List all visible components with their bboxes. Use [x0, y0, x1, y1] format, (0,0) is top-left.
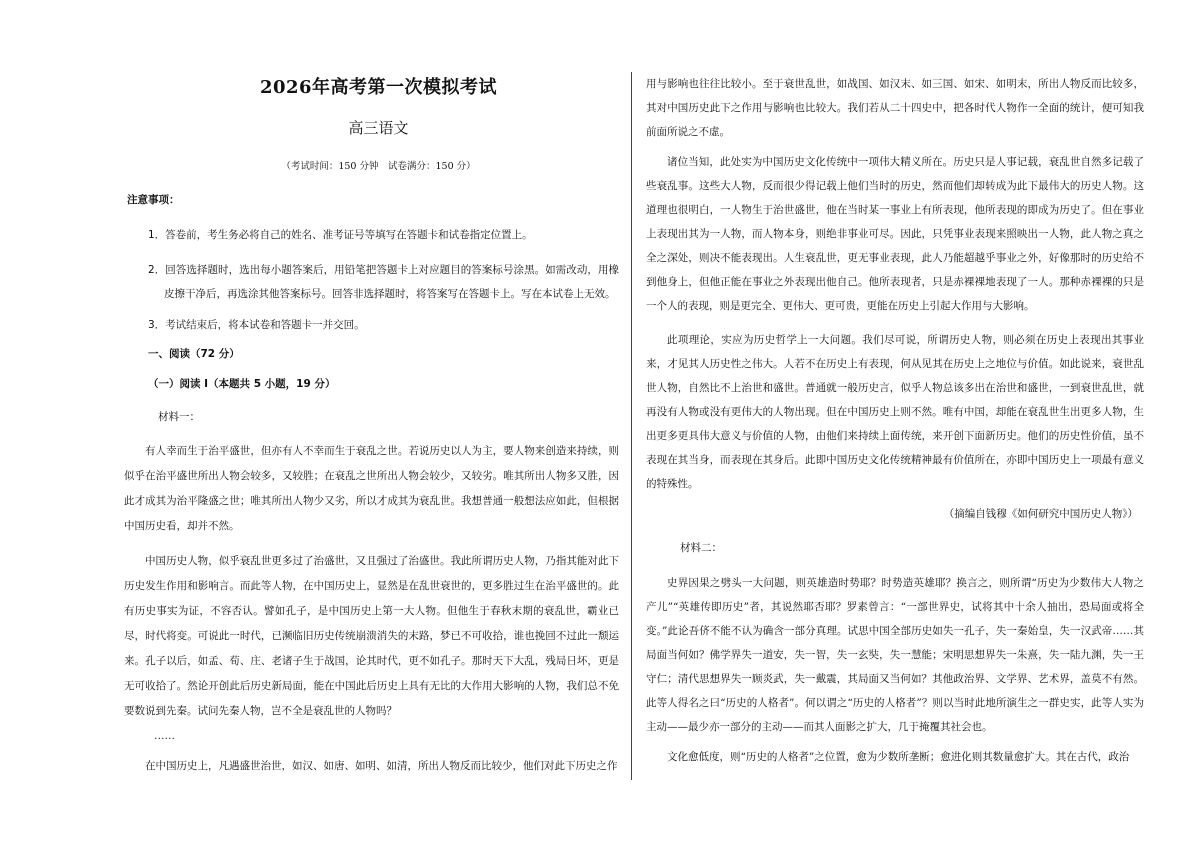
- exam-title: 2026年高考第一次模拟考试: [259, 77, 498, 98]
- note-item-1: 1．答卷前，考生务必将自己的姓名、准考证号等填写在答题卡和试卷指定位置上。: [148, 229, 533, 241]
- exam-time-score-info: （考试时间：150 分钟 试卷满分：150 分）: [281, 161, 476, 172]
- subsection-heading: （一）阅读 I（本题共 5 小题，19 分）: [148, 378, 336, 390]
- material-2-paragraph-1: 史界因果之劈头一大问题，则英雄造时势耶？时势造英雄耶？换言之，则所谓“历史为少数伟大人物之产儿”“英雄传即历史”者，其说然耶否耶？罗素曾言：“一部世界史，试将其中十余人抽出，恐局面或将全变。”此论吾侪不能不认为确含一部分真理。试思中国全部历史如失一孔子，失一秦始皇，失一汉武帝……其局面当何如？佛学界失一道安，失一智，失一玄奘，失一慧能；宋明思想界失一朱熹，失一陆九渊，失一王守仁；清代思想界失一顾炎武，失一戴震，其局面又当何如？其他政治界、文学界、艺术界，盖莫不有然。此等人得名之曰“历史的人格者”。何以谓之“历史的人格者”？则以当时此地所演生之一群史实，此等人实为主动——最少亦一部分的主动——而其人面影之扩大，几于掩覆其社会也。: [646, 577, 1144, 733]
- omission-ellipsis: ……: [154, 730, 175, 742]
- exam-subject: 高三语文: [348, 119, 409, 137]
- column-divider: [631, 72, 632, 780]
- material-2-label: 材料二：: [680, 542, 722, 554]
- notes-heading: 注意事项：: [127, 194, 180, 206]
- material-1-paragraph-5: 此项理论，实应为历史哲学上一大问题。我们尽可说，所谓历史人物，则必须在历史上表现出其事业来，才见其人历史性之伟大。人若不在历史上有表现，何从见其在历史上之地位与价值。如此说来，衰世乱世人物，自然比不上治世和盛世。普通就一般历史言，似乎人物总该多出在治世和盛世，一到衰世乱世，就再没有人物或没有更伟大的人物出现。但在中国历史上则不然。唯有中国，却能在衰乱世生出更多人物，生出更多更具伟大意义与价值的人物，由他们来持续上面传统，来开创下面新历史。他们的历史性价值，虽不表现在其当身，而表现在其身后。此即中国历史文化传统精神最有价值所在，亦即中国历史上一项最有意义的特殊性。: [646, 334, 1144, 490]
- material-1-paragraph-1: 有人幸而生于治平盛世，但亦有人不幸而生于衰乱之世。若说历史以人为主，要人物来创造来持续，则似乎在治平盛世所出人物会较多，又较胜；在衰乱之世所出人物会较少，又较劣。唯其所出人物多又胜，因此才成其为治平隆盛之世；唯其所出人物少又劣，所以才成其为衰乱世。我想普通一般想法应如此，但根据中国历史看，却并不然。: [124, 445, 619, 532]
- exam-header: [124, 74, 619, 176]
- material-1-paragraph-4: 诸位当知，此处实为中国历史文化传统中一项伟大精义所在。历史只是人事记载，衰乱世自然多记载了些衰乱事。这些大人物，反而很少得记载上他们当时的历史，然而他们却转成为此下最伟大的历史人物。这道理也很明白，一人物生于治世盛世，他在当时某一事业上有所表现，他所表现的即成为历史了。但在事业上表现出其为一人物，而人物本身，则绝非事业可尽。因此，只凭事业表现来照映出一人物，此人物之真之全之深处，则决不能表现出。人生衰乱世，更无事业表现，此人乃能超越乎事业之外，好像那时的历史给不到他身上，但他正能在事业之外表现出他自己。他所表现者，只是赤裸裸地表现了一人。那种赤裸裸的只是一个人的表现，则是更完全、更伟大、更可贵，更能在历史上引起大作用与大影响。: [646, 156, 1144, 312]
- material-2-paragraph-2: 文化愈低度，则“历史的人格者”之位置，愈为少数所垄断；愈进化则其数量愈扩大。其在古代，政治: [667, 751, 1130, 763]
- note-item-3: 3．考试结束后，将本试卷和答题卡一并交回。: [148, 319, 365, 331]
- material-1-label: 材料一：: [158, 411, 200, 423]
- material-1-paragraph-3-continued: 用与影响也往往比较小。至于衰世乱世，如战国、如汉末、如三国、如宋、如明末，所出人物反而比较多，其对中国历史此下之作用与影响也比较大。我们若从二十四史中，把各时代人物作一全面的统计，便可知我前面所说之不虚。: [646, 78, 1144, 138]
- material-1-paragraph-2: 中国历史人物，似乎衰乱世更多过了治盛世，又且强过了治盛世。我此所谓历史人物，乃指其能对此下历史发生作用和影响言。而此等人物，在中国历史上，显然是在乱世衰世的，更多胜过生在治平盛世的。此有历史事实为证，不容否认。譬如孔子，是中国历史上第一大人物。但他生于春秋末期的衰乱世，霸业已尽，时代将变。可说此一时代，已濒临旧历史传统崩溃消失的末路，梦已不可收拾，谁也挽回不过此一颓运来。孔子以后，如孟、荀、庄、老诸子生于战国，论其时代，更不如孔子。那时天下大乱，残局日坏，更是无可收拾了。然论开创此后历史新局面，能在中国此后历史上具有无比的大作用大影响的人物，我们总不免要数说到先秦。试问先秦人物，岂不全是衰乱世的人物吗？: [124, 555, 619, 717]
- left-column: [124, 74, 619, 779]
- right-column: [646, 72, 1144, 769]
- material-1-source: （摘编自钱穆《如何研究中国历史人物》）: [943, 508, 1138, 520]
- material-1-paragraph-3-start: 在中国历史上，凡遇盛世治世，如汉、如唐、如明、如清，所出人物反而比较少，他们对此下历史之作: [145, 760, 618, 772]
- section-heading: 一、阅读（72 分）: [148, 348, 240, 360]
- note-item-2: 2．回答选择题时，选出每小题答案后，用铅笔把答题卡上对应题目的答案标号涂黑。如需改动，用橡皮擦干净后，再选涂其他答案标号。回答非选择题时，将答案写在答题卡上。写在本试卷上无效。: [148, 264, 619, 300]
